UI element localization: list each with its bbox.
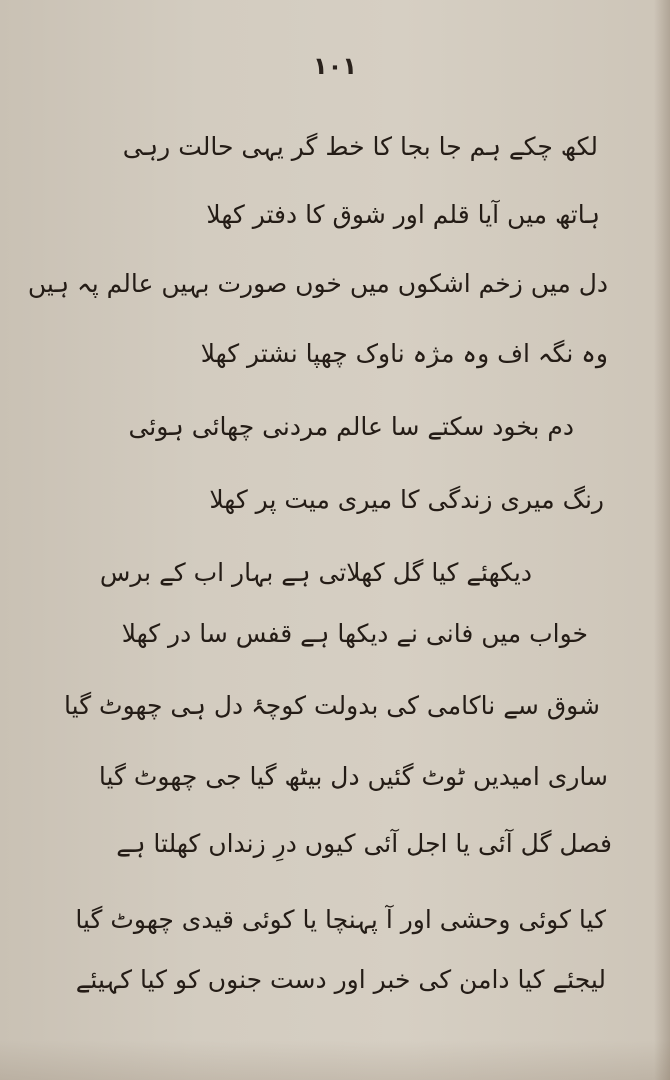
page-bottom-shadow bbox=[0, 1040, 670, 1080]
page-edge-shadow bbox=[654, 0, 670, 1080]
verse-line-11: فصل گل آئی یا اجل آئی کیوں درِ زنداں کھلتا ہے bbox=[116, 829, 612, 858]
verse-line-1: لکھ چکے ہم جا بجا کا خط گر یہی حالت رہی bbox=[122, 132, 598, 161]
verse-line-8: خواب میں فانی نے دیکھا ہے قفس سا در کھلا bbox=[121, 619, 588, 648]
verse-line-12: کیا کوئی وحشی اور آ پہنچا یا کوئی قیدی چھوٹ گیا bbox=[75, 905, 606, 934]
verse-line-7: دیکھئے کیا گل کھلاتی ہے بہار اب کے برس bbox=[99, 558, 532, 587]
verse-line-10: ساری امیدیں ٹوٹ گئیں دل بیٹھ گیا جی چھوٹ گیا bbox=[98, 762, 608, 791]
verse-line-13: لیجئے کیا دامن کی خبر اور دست جنوں کو کیا کہیئے bbox=[75, 965, 606, 994]
verse-line-6: رنگ میری زندگی کا میری میت پر کھلا bbox=[209, 485, 604, 514]
verse-line-4: وہ نگہ اف وہ مژہ ناوک چھپا نشتر کھلا bbox=[200, 339, 608, 368]
verse-line-9: شوق سے ناکامی کی بدولت کوچۂ دل ہی چھوٹ گیا bbox=[64, 691, 600, 720]
verse-line-2: ہاتھ میں آیا قلم اور شوق کا دفتر کھلا bbox=[206, 200, 600, 229]
page-number: ١٠١ bbox=[313, 52, 357, 80]
verse-line-3: دل میں زخم اشکوں میں خوں صورت بہیں عالم پہ ہیں bbox=[27, 269, 608, 298]
verse-line-5: دم بخود سکتے سا عالم مردنی چھائی ہوئی bbox=[128, 412, 574, 441]
